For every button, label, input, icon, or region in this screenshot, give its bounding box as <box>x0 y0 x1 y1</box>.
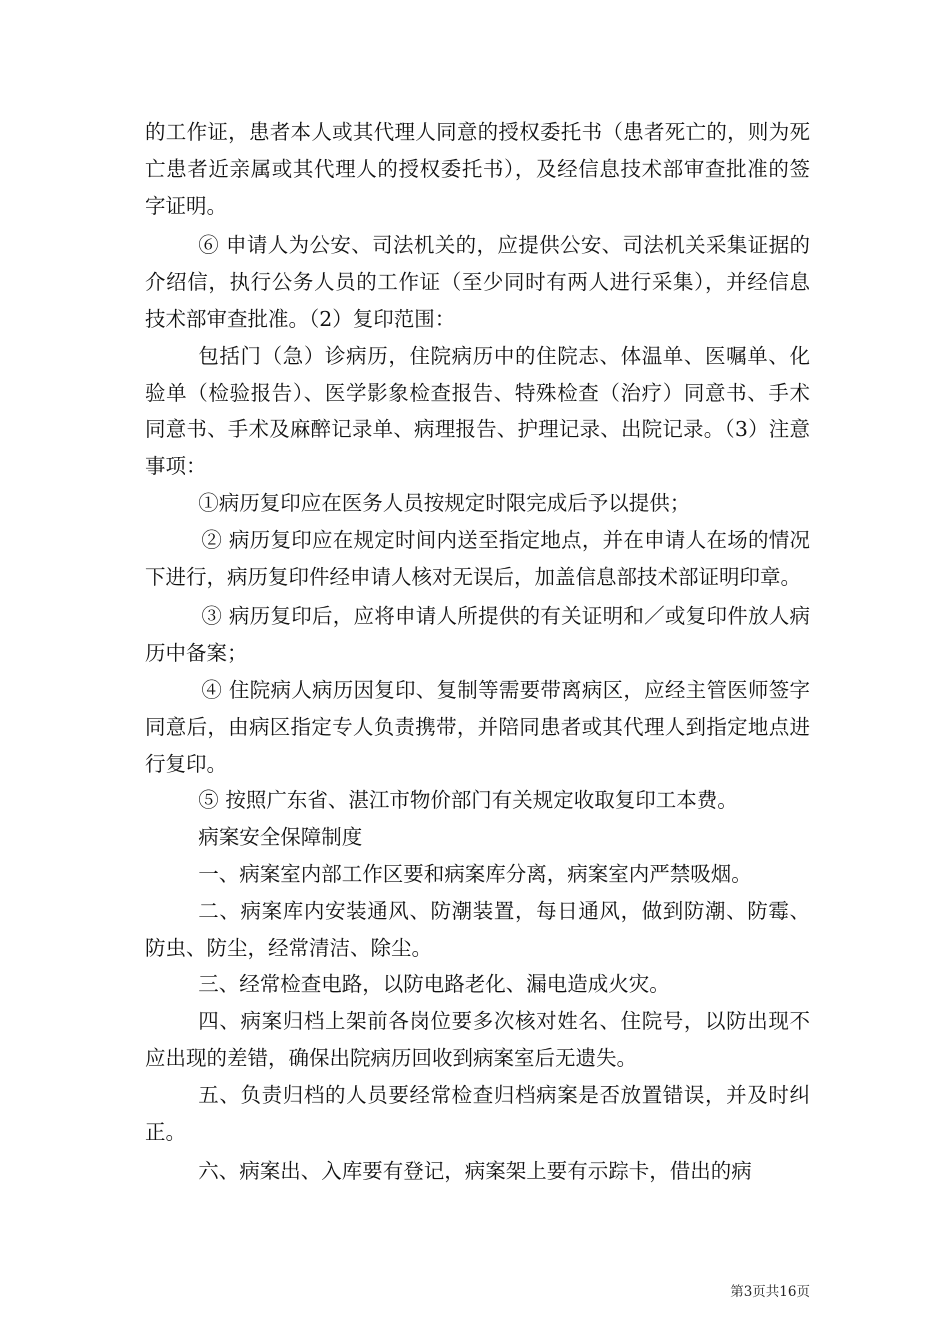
section-heading: 病案安全保障制度 <box>198 825 363 850</box>
paragraph-rule-1: 一、病案室内部工作区要和病案库分离，病案室内严禁吸烟。 <box>198 861 752 886</box>
paragraph-item-6: ⑥ 申请人为公安、司法机关的，应提供公安、司法机关采集证据的介绍信，执行公务人员的工作证（至少同时有两人进行采集），并经信息技术部审查批准。（2）复印范围： <box>145 233 810 331</box>
paragraph-rule-2: 二、病案库内安装通风、防潮装置，每日通风，做到防潮、防霉、防虫、防尘，经常清洁、除尘。 <box>145 898 810 960</box>
paragraph-copy-scope: 包括门（急）诊病历，住院病历中的住院志、体温单、医嘱单、化验单（检验报告）、医学影象检查报告、特殊检查（治疗）同意书、手术同意书、手术及麻醉记录单、病理报告、护理记录、出院记录。（3）注意事项： <box>145 343 810 479</box>
page-number: 第3页共16页 <box>730 1284 810 1300</box>
paragraph-notice-2: ② 病历复印应在规定时间内送至指定地点，并在申请人在场的情况下进行，病历复印件经申请人核对无误后，加盖信息部技术部证明印章。 <box>145 527 810 589</box>
paragraph-rule-5: 五、负责归档的人员要经常检查归档病案是否放置错误，并及时纠正。 <box>145 1082 810 1144</box>
paragraph-notice-3: ③ 病历复印后，应将申请人所提供的有关证明和／或复印件放人病历中备案； <box>145 604 810 666</box>
paragraph-notice-1: ①病历复印应在医务人员按规定时限完成后予以提供； <box>198 490 691 515</box>
paragraph-notice-5: ⑤ 按照广东省、湛江市物价部门有关规定收取复印工本费。 <box>198 788 738 813</box>
paragraph-rule-3: 三、经常检查电路，以防电路老化、漏电造成火灾。 <box>198 972 670 997</box>
paragraph-rule-4: 四、病案归档上架前各岗位要多次核对姓名、住院号，以防出现不应出现的差错，确保出院病历回收到病案室后无遗失。 <box>145 1009 810 1070</box>
paragraph-authorization: 的工作证，患者本人或其代理人同意的授权委托书（患者死亡的，则为死亡患者近亲属或其代理人的授权委托书），及经信息技术部审查批准的签字证明。 <box>145 120 810 218</box>
document-body <box>145 114 810 1190</box>
paragraph-notice-4: ④ 住院病人病历因复印、复制等需要带离病区，应经主管医师签字同意后，由病区指定专人负责携带，并陪同患者或其代理人到指定地点进行复印。 <box>145 677 810 776</box>
paragraph-rule-6: 六、病案出、入库要有登记，病案架上要有示踪卡，借出的病 <box>198 1159 752 1184</box>
